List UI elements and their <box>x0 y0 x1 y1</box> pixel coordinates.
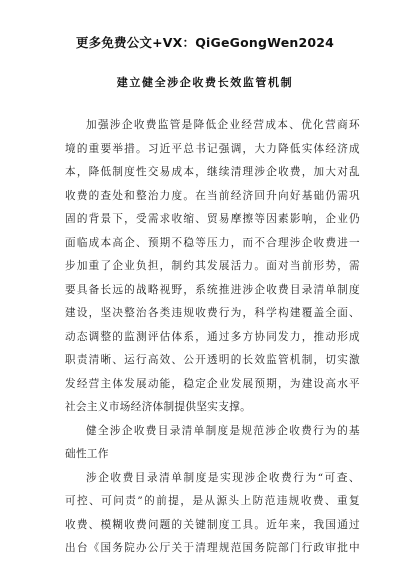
paragraph-line: 动态调整的监测评估体系，通过多方协同发力，推动形成 <box>65 330 360 343</box>
paragraph-line: 收费、模糊收费问题的关键制度工具。近年来，我国通过 <box>65 518 360 531</box>
paragraph-line: 社会主义市场经济体制提供坚实支撑。 <box>65 401 252 413</box>
paragraph-line: 固的背景下，受需求收缩、贸易摩擦等因素影响，企业仍 <box>65 213 360 225</box>
paragraph-line: 职责清晰、运行高效、公开透明的长效监管机制，切实激 <box>65 354 360 366</box>
paragraph-line: 发经营主体发展动能，稳定企业发展预期，为建设高水平 <box>65 377 360 390</box>
paragraph-line: 收费的查处和整治力度。在当前经济回升向好基础仍需巩 <box>65 189 360 202</box>
paragraph-line: 涉企收费目录清单制度是实现涉企收费行为“可查、 <box>86 471 360 484</box>
paragraph-line: 要具备长远的战略视野，系统推进涉企收费目录清单制度 <box>65 283 360 296</box>
paragraph-line: 步加重了企业负担，制约其发展活力。面对当前形势，需 <box>65 260 360 272</box>
document-title: 建立健全涉企收费长效监管机制 <box>116 76 294 89</box>
header-promo-text: 更多免费公文+VX：QiGeGongWen2024 <box>75 35 335 50</box>
paragraph-line: 建设，坚决整治各类违规收费行为，科学构建覆盖全面、 <box>65 307 360 319</box>
paragraph-line: 出台《国务院办公厅关于清理规范国务院部门行政审批中 <box>65 542 360 554</box>
paragraph-line: 可控、可问责”的前提，是从源头上防范违规收费、重复 <box>65 495 360 507</box>
section-heading-line: 础性工作 <box>65 448 109 460</box>
section-heading-line: 健全涉企收费目录清单制度是规范涉企收费行为的基 <box>86 424 360 437</box>
paragraph-line: 加强涉企收费监管是降低企业经营成本、优化营商环 <box>86 119 360 131</box>
paragraph-line: 本，降低制度性交易成本，继续清理涉企收费，加大对乱 <box>65 166 360 178</box>
paragraph-line: 境的重要举措。习近平总书记强调，大力降低实体经济成 <box>65 142 360 155</box>
paragraph-line: 面临成本高企、预期不稳等压力，而不合理涉企收费进一 <box>65 236 360 249</box>
